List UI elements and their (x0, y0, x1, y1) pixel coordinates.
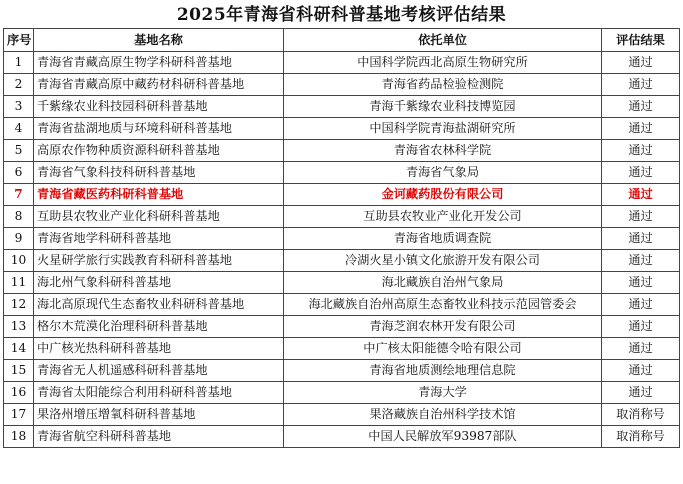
table-row (4, 96, 680, 118)
table-row (4, 52, 680, 74)
table-row (4, 404, 680, 426)
row-organization: 青海芝润农林开发有限公司 (284, 316, 602, 338)
row-base-name: 青海省气象科技科研科普基地 (34, 162, 284, 184)
row-base-name: 格尔木荒漠化治理科研科普基地 (34, 316, 284, 338)
row-base-name: 千紫缘农业科技园科研科普基地 (34, 96, 284, 118)
row-base-name: 海北州气象科研科普基地 (34, 272, 284, 294)
row-result: 取消称号 (602, 426, 680, 448)
table-row (4, 382, 680, 404)
table-row (4, 140, 680, 162)
row-index: 14 (4, 338, 34, 360)
row-index: 10 (4, 250, 34, 272)
header-result: 评估结果 (602, 29, 680, 52)
row-organization: 中国人民解放军93987部队 (284, 426, 602, 448)
row-index: 11 (4, 272, 34, 294)
row-base-name: 青海省盐湖地质与环境科研科普基地 (34, 118, 284, 140)
row-result: 通过 (602, 52, 680, 74)
row-index: 12 (4, 294, 34, 316)
table-row (4, 184, 680, 206)
table-body (4, 52, 680, 448)
table-row (4, 294, 680, 316)
row-index: 7 (4, 184, 34, 206)
row-result: 通过 (602, 360, 680, 382)
table-row (4, 338, 680, 360)
row-base-name: 高原农作物种质资源科研科普基地 (34, 140, 284, 162)
row-organization: 中国科学院青海盐湖研究所 (284, 118, 602, 140)
table-row (4, 426, 680, 448)
table-header-row (4, 29, 680, 52)
row-index: 13 (4, 316, 34, 338)
row-index: 9 (4, 228, 34, 250)
row-organization: 海北藏族自治州气象局 (284, 272, 602, 294)
row-index: 3 (4, 96, 34, 118)
table-row (4, 250, 680, 272)
row-organization: 中国科学院西北高原生物研究所 (284, 52, 602, 74)
row-result: 通过 (602, 140, 680, 162)
row-organization: 青海省地质调查院 (284, 228, 602, 250)
header-base-name: 基地名称 (34, 29, 284, 52)
row-result: 通过 (602, 96, 680, 118)
table-row (4, 118, 680, 140)
row-result: 通过 (602, 162, 680, 184)
row-result: 通过 (602, 74, 680, 96)
row-base-name: 中广核光热科研科普基地 (34, 338, 284, 360)
row-organization: 冷湖火星小镇文化旅游开发有限公司 (284, 250, 602, 272)
row-organization: 中广核太阳能德令哈有限公司 (284, 338, 602, 360)
row-base-name: 果洛州增压增氧科研科普基地 (34, 404, 284, 426)
row-organization: 青海千紫缘农业科技博览园 (284, 96, 602, 118)
row-index: 18 (4, 426, 34, 448)
row-base-name: 青海省藏医药科研科普基地 (34, 184, 284, 206)
row-organization: 互助县农牧业产业化开发公司 (284, 206, 602, 228)
table-row (4, 162, 680, 184)
row-organization: 青海省药品检验检测院 (284, 74, 602, 96)
table-row (4, 272, 680, 294)
row-result: 取消称号 (602, 404, 680, 426)
row-organization: 青海大学 (284, 382, 602, 404)
row-index: 16 (4, 382, 34, 404)
row-base-name: 火星研学旅行实践教育科研科普基地 (34, 250, 284, 272)
row-base-name: 青海省青藏高原生物学科研科普基地 (34, 52, 284, 74)
row-base-name: 互助县农牧业产业化科研科普基地 (34, 206, 284, 228)
row-index: 15 (4, 360, 34, 382)
row-base-name: 青海省青藏高原中藏药材科研科普基地 (34, 74, 284, 96)
results-table (3, 28, 680, 448)
row-result: 通过 (602, 206, 680, 228)
table-row (4, 316, 680, 338)
row-organization: 青海省农林科学院 (284, 140, 602, 162)
row-base-name: 青海省航空科研科普基地 (34, 426, 284, 448)
document-title: 2025年青海省科研科普基地考核评估结果 (176, 5, 507, 25)
row-result: 通过 (602, 382, 680, 404)
row-result: 通过 (602, 338, 680, 360)
row-result: 通过 (602, 184, 680, 206)
table-row (4, 228, 680, 250)
row-result: 通过 (602, 316, 680, 338)
row-result: 通过 (602, 272, 680, 294)
row-index: 8 (4, 206, 34, 228)
table-row (4, 74, 680, 96)
row-result: 通过 (602, 118, 680, 140)
row-index: 6 (4, 162, 34, 184)
row-base-name: 海北高原现代生态畜牧业科研科普基地 (34, 294, 284, 316)
row-base-name: 青海省地学科研科普基地 (34, 228, 284, 250)
row-organization: 金诃藏药股份有限公司 (284, 184, 602, 206)
row-organization: 青海省地质测绘地理信息院 (284, 360, 602, 382)
row-result: 通过 (602, 250, 680, 272)
table-row (4, 206, 680, 228)
header-index: 序号 (4, 29, 34, 52)
row-base-name: 青海省太阳能综合利用科研科普基地 (34, 382, 284, 404)
row-index: 17 (4, 404, 34, 426)
row-organization: 青海省气象局 (284, 162, 602, 184)
row-index: 1 (4, 52, 34, 74)
row-index: 2 (4, 74, 34, 96)
row-index: 5 (4, 140, 34, 162)
table-row (4, 360, 680, 382)
row-organization: 海北藏族自治州高原生态畜牧业科技示范园管委会 (284, 294, 602, 316)
row-base-name: 青海省无人机遥感科研科普基地 (34, 360, 284, 382)
row-index: 4 (4, 118, 34, 140)
header-organization: 依托单位 (284, 29, 602, 52)
row-organization: 果洛藏族自治州科学技术馆 (284, 404, 602, 426)
row-result: 通过 (602, 228, 680, 250)
row-result: 通过 (602, 294, 680, 316)
